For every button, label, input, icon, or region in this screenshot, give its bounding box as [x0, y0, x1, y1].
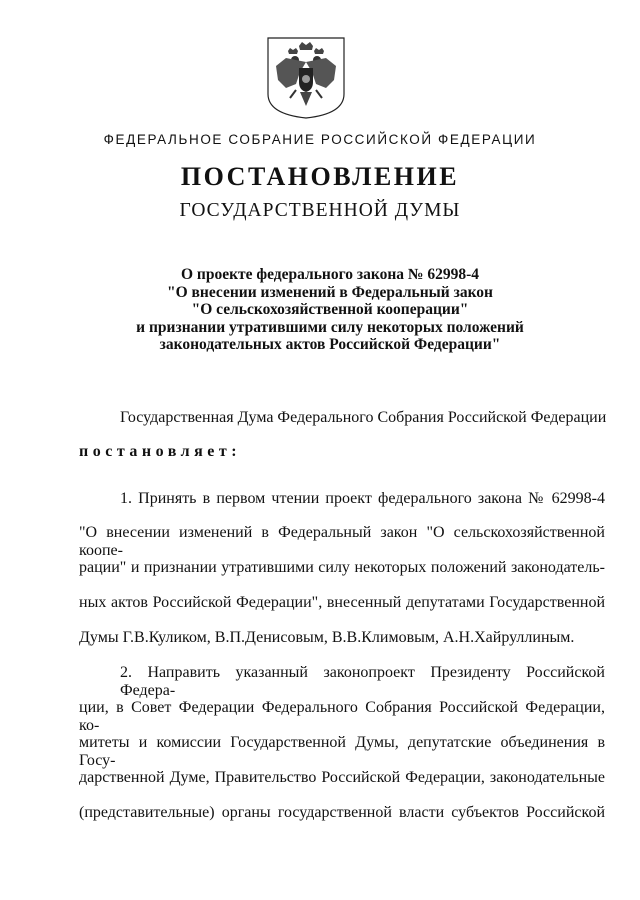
heading-line: "О внесении изменений в Федеральный закон — [167, 283, 493, 301]
item1-line: рации" и признании утратившими силу некоторых положений законодатель- — [79, 559, 605, 576]
heading-line: О проекте федерального закона № 62998-4 — [180, 266, 479, 283]
item1-line: Думы Г.В.Куликом, В.П.Денисовым, В.В.Климовым, А.Н.Хайруллиным. — [79, 629, 575, 646]
resolves-word: постановляет: — [79, 443, 242, 460]
item2-line: 2. Направить указанный законопроект Президенту Российской Федера- — [120, 664, 605, 699]
item2-line: ции, в Совет Федерации Федерального Собрания Российской Федерации, ко- — [79, 699, 605, 734]
heading-line: "О сельскохозяйственной кооперации" — [191, 301, 469, 318]
item2-line: (представительные) органы государственной власти субъектов Российской — [79, 804, 605, 821]
document-type-title: ПОСТАНОВЛЕНИЕ — [180, 162, 460, 191]
resolution-heading — [130, 266, 530, 354]
item1-line: "О внесении изменений в Федеральный закон "О сельскохозяйственной коопе- — [79, 524, 605, 559]
item1-line: ных актов Российской Федерации", внесенный депутатами Государственной — [79, 594, 605, 611]
preamble-text: Государственная Дума Федерального Собрания Российской Федерации — [120, 409, 607, 426]
item2-line: митеты и комиссии Государственной Думы, депутатские объединения в Госу- — [79, 734, 605, 769]
item1-line: 1. Принять в первом чтении проект федерального закона № 62998-4 — [120, 490, 605, 507]
heading-line: законодательных актов Российской Федерации" — [159, 336, 501, 353]
state-emblem-icon — [266, 36, 346, 120]
heading-line: и признании утратившими силу некоторых положений — [136, 318, 524, 336]
issuer-subtitle: ГОСУДАРСТВЕННОЙ ДУМЫ — [179, 200, 461, 221]
assembly-name: ФЕДЕРАЛЬНОЕ СОБРАНИЕ РОССИЙСКОЙ ФЕДЕРАЦИИ — [103, 132, 537, 147]
item2-line: дарственной Думе, Правительство Российской Федерации, законодательные — [79, 769, 605, 786]
